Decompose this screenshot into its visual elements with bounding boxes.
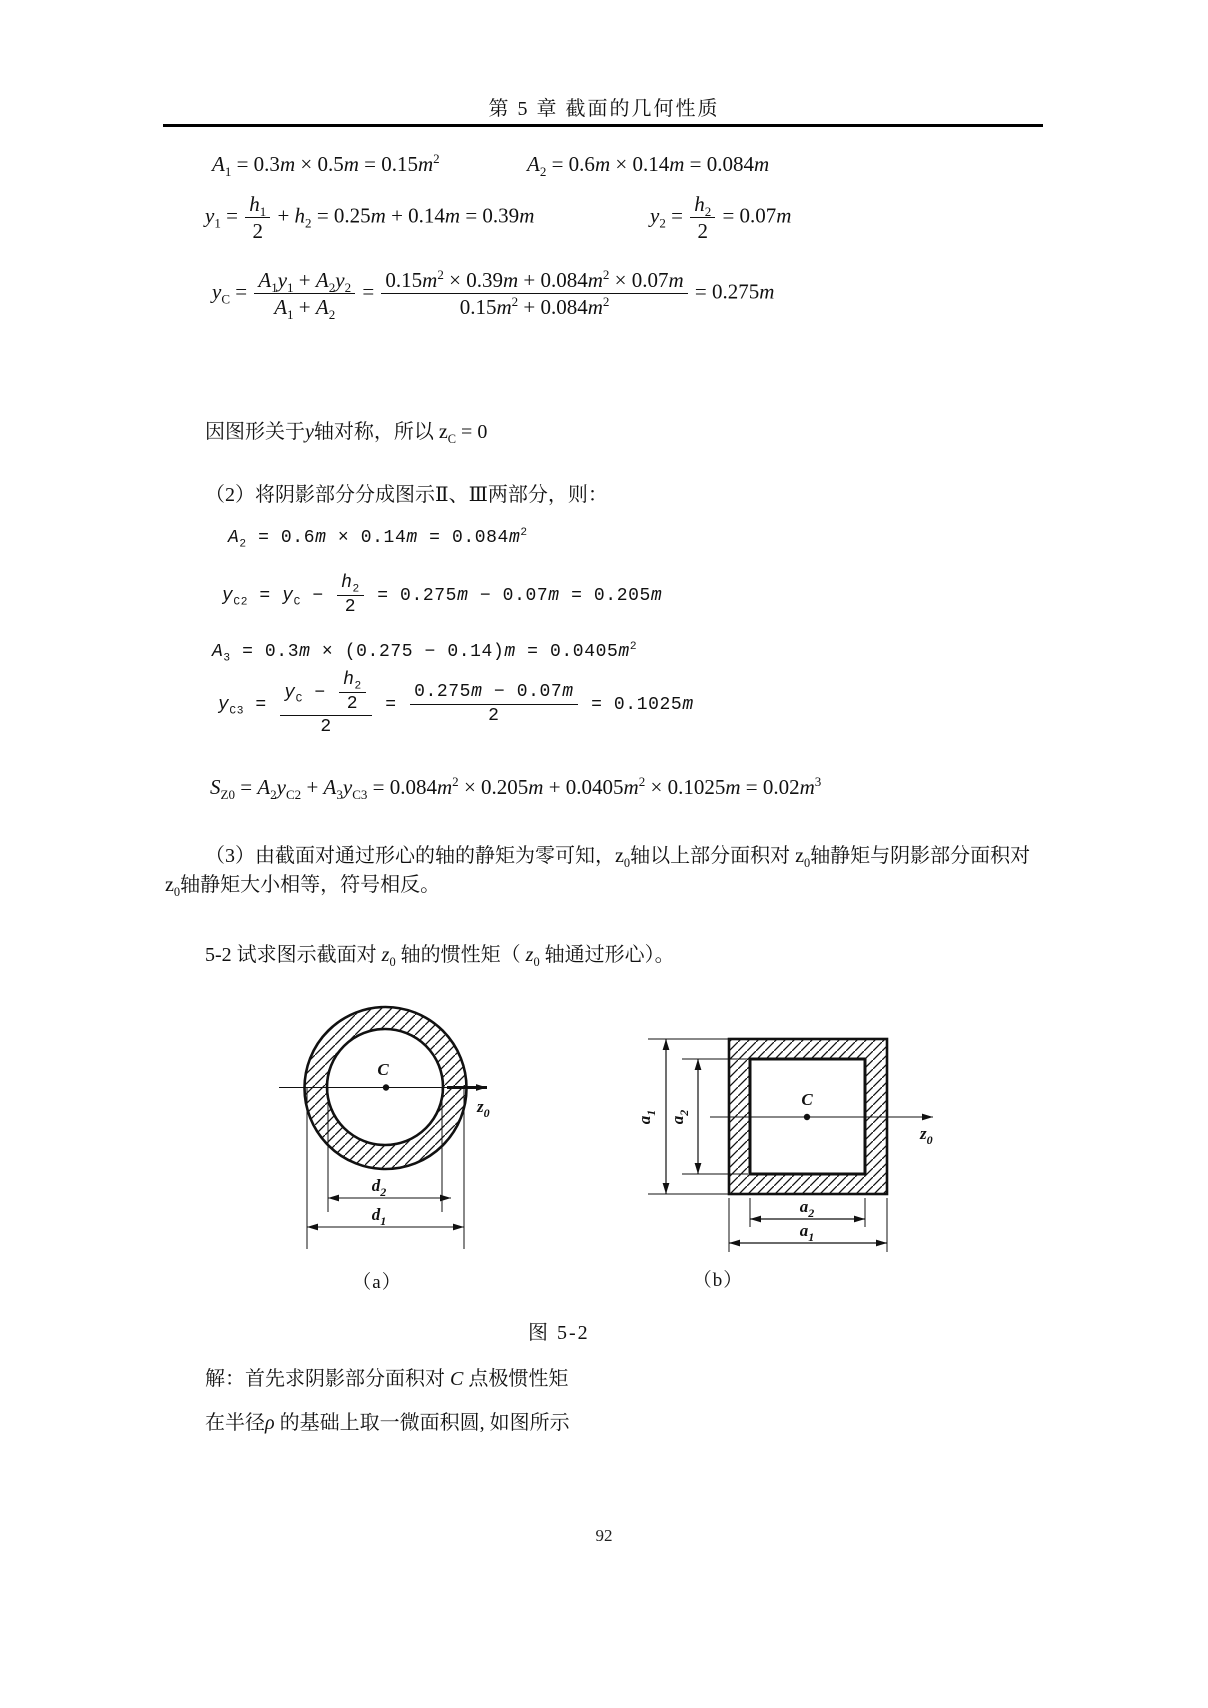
paragraph-part2: （2）将阴影部分分成图示Ⅱ、Ⅲ两部分，则：	[205, 484, 608, 506]
formula-area-A1: $A_1 = 0.3m \times 0.5m = 0.15m^2$	[212, 151, 440, 180]
figure-b-square-section	[630, 1015, 965, 1295]
formula-yc2: $y_{C2} = y_C$ − $\frac{h_2}{2}$ = 0.275m − 0.07m = 0.205m	[222, 573, 663, 617]
solution-line-2: 在半径ρ 的基础上取一微面积圆, 如图所示	[205, 1412, 570, 1434]
formula-y2: $y_2$ = $\frac{h_2}{2}$ = 0.07m	[650, 192, 792, 244]
problem-statement-5-2: 5-2 试求图示截面对 $z_0$ 轴的惯性矩（ $z_0$ 轴通过形心）。	[205, 944, 675, 969]
a1-dimension-label-left: $a_1$	[635, 1109, 658, 1125]
formula-A3: $A_3 = 0.3m \times (0.275 - 0.14)m = 0.0405m^2$	[212, 641, 638, 665]
paragraph-part3: （3）由截面对通过形心的轴的静矩为零可知，$z_0$轴以上部分面积对 $z_0$轴静矩与阴影部分面积对 $z_0$轴静矩大小相等，符号相反。	[165, 845, 1031, 899]
figure-a-caption: （a）	[352, 1272, 402, 1293]
formula-sz0: $S_{Z0} = A_2y_{C2} + A_3y_{C3} = 0.084m^2 \times 0.205m + 0.0405m^2 \times 0.1025m = 0.02m^3$	[210, 774, 822, 803]
centroid-label: C	[801, 1090, 813, 1109]
formula-area-A2: $A_2 = 0.6m \times 0.14m = 0.084m$	[527, 152, 770, 180]
figure-b-caption: （b）	[692, 1270, 744, 1291]
a1-dimension-label-bottom: $a_1$	[799, 1221, 815, 1244]
z0-axis-label: $z_0$	[477, 1097, 490, 1120]
a2-dimension-label-bottom: $a_2$	[799, 1197, 815, 1220]
header-divider	[163, 124, 1043, 127]
centroid-dot	[804, 1114, 810, 1120]
paragraph-symmetry: 因图形关于y轴对称，所以 $z_C = 0$	[205, 421, 488, 446]
formula-A2-part2: $A_2 = 0.6m \times 0.14m = 0.084m^2$	[228, 527, 528, 551]
page-title: 第 5 章 截面的几何性质	[488, 98, 720, 120]
d2-dimension-label: $d_2$	[371, 1176, 387, 1199]
z0-axis-label: $z_0$	[920, 1124, 933, 1147]
figure-a-circular-section	[255, 985, 535, 1297]
solution-line-1: 解：首先求阴影部分面积对 C 点极惯性矩	[205, 1368, 569, 1390]
formula-yc: $y_C$ = $\frac{A_1y_1 + A_2y_2}{A_1 + A_2}$ = $\frac{0.15m^2 \times 0.39m + 0.084m^2 \times 0.07m}{0.15m^2 + 0.084m^2}$ = 0.275m	[212, 267, 775, 323]
formula-yc3: $y_{C3}$ = $y_C$ − $\frac{h_2}{2}$ 2 = $\frac{0.275m - 0.07m}{2}$ = 0.1025m	[218, 670, 694, 738]
figure-caption: 图 5-2	[528, 1322, 590, 1344]
formula-y1: $y_1$ = $\frac{h_1}{2}$ + $h_2 = 0.25m + 0.14m = 0.39m$	[205, 192, 535, 244]
centroid-label: C	[377, 1060, 389, 1079]
d1-dimension-label: $d_1$	[371, 1205, 387, 1228]
centroid-dot	[383, 1084, 389, 1090]
a2-dimension-label-left: $a_2$	[668, 1109, 691, 1125]
page-number: 92	[595, 1526, 613, 1545]
